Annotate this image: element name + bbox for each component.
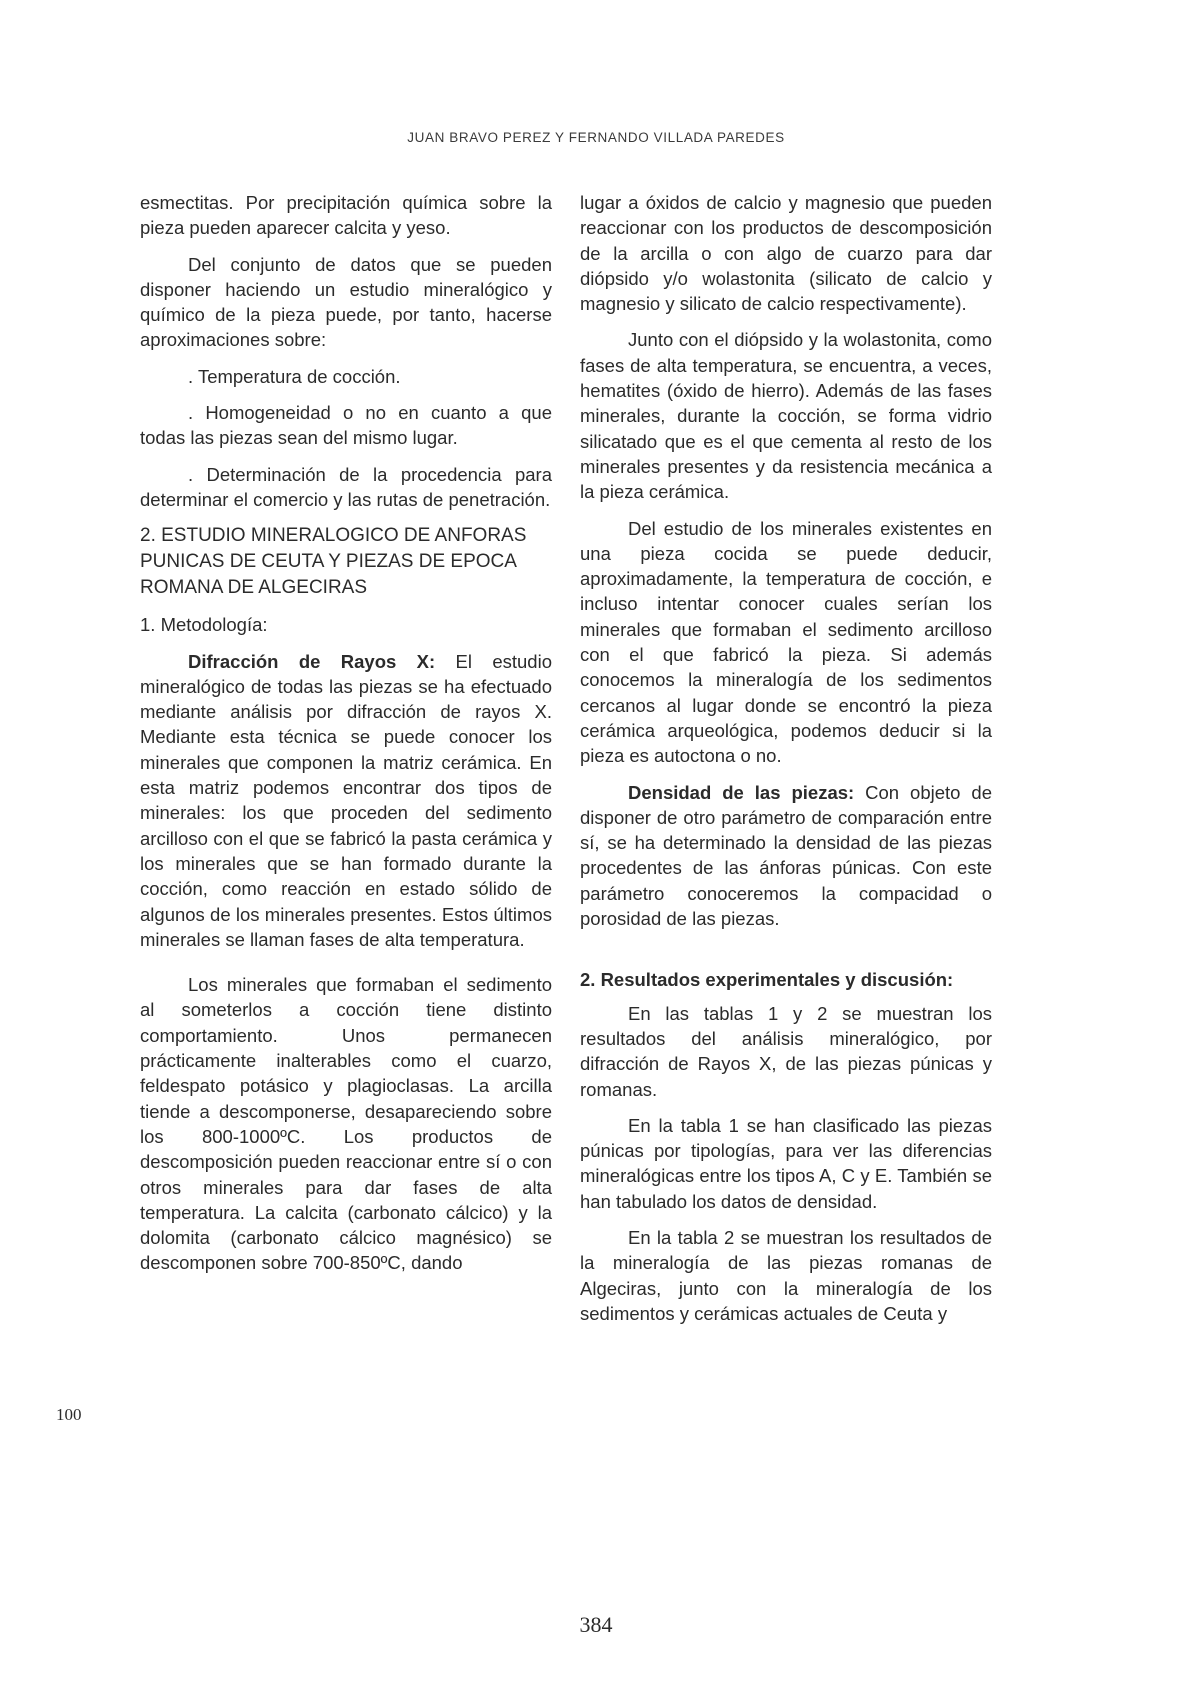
paragraph: En las tablas 1 y 2 se muestran los resultados del análisis mineralógico, por difracción de Rayos X, de las piezas púnicas y romanas. xyxy=(580,1002,992,1100)
paragraph: Del conjunto de datos que se pueden disponer haciendo un estudio mineralógico y químico de la pieza puede, por tanto, hacerse aproximaciones sobre: xyxy=(140,253,552,351)
paragraph: lugar a óxidos de calcio y magnesio que pueden reaccionar con los productos de descomposición de la arcilla o con algo de cuarzo para dar diópsido y/o wolastonita (silicato de calcio y magnesio y silicato de calcio respectivamente). xyxy=(580,192,992,315)
paragraph: Los minerales que formaban el sedimento al someterlos a cocción tiene distinto comportamiento. Unos permanecen prácticamente inalterables como el cuarzo, feldespato potásico y plagioclasas. La arcilla tiende a descomponerse, desapareciendo sobre los 800-1000ºC. Los productos de descomposición pueden reaccionar entre sí o con otros minerales para dar fases de alta temperatura. La calcita (carbonato cálcico) y la dolomita (carbonato cálcico magnésico) se descomponen sobre 700-850ºC, dando xyxy=(140,974,552,1274)
list-item: . Temperatura de cocción. xyxy=(188,365,401,387)
margin-number: 100 xyxy=(56,1405,82,1424)
paragraph: Junto con el diópsido y la wolastonita, como fases de alta temperatura, se encuentra, a veces, hematites (óxido de hierro). Además de las fases minerales, durante la cocción, se forma vidrio silicatado que es el que cementa al resto de los minerales presentes y da resistencia mecánica a la pieza cerámica. xyxy=(580,329,992,503)
right-column xyxy=(580,190,992,1337)
paragraph xyxy=(140,649,552,953)
paragraph xyxy=(580,780,992,932)
subheading: 1. Metodología: xyxy=(140,614,268,636)
density-text: Con objeto de disponer de otro parámetro de comparación entre sí, se ha determinado la densidad de las piezas procedentes de las ánforas púnicas. Con este parámetro conoceremos la compacidad o porosidad de las piezas. xyxy=(580,781,992,930)
paragraph: En la tabla 2 se muestran los resultados de la mineralogía de las piezas romanas de Algeciras, junto con la mineralogía de los sedimentos y cerámicas actuales de Ceuta y xyxy=(580,1226,992,1324)
list-item: . Determinación de la procedencia para determinar el comercio y las rutas de penetración. xyxy=(140,463,552,510)
list-item: . Homogeneidad o no en cuanto a que todas las piezas sean del mismo lugar. xyxy=(140,402,552,449)
section-heading: 2. ESTUDIO MINERALOGICO DE ANFORAS PUNICAS DE CEUTA Y PIEZAS DE EPOCA ROMANA DE ALGECIRAS xyxy=(140,525,527,599)
left-column xyxy=(140,190,552,1287)
density-label: Densidad de las piezas: xyxy=(628,781,855,803)
running-head: JUAN BRAVO PEREZ Y FERNANDO VILLADA PAREDES xyxy=(407,130,785,145)
xray-label: Difracción de Rayos X: xyxy=(188,650,436,672)
page-number: 384 xyxy=(579,1612,613,1637)
paragraph: Del estudio de los minerales existentes en una pieza cocida se puede deducir, aproximadamente, la temperatura de cocción, e incluso intentar conocer cuales serían los minerales que formaban el sedimento arcilloso con el que fabricó la pieza. Si además conocemos la mineralogía de los sedimentos cercanos al lugar donde se encontró la pieza cerámica arqueológica, podemos deducir si la pieza es autoctona o no. xyxy=(580,517,992,767)
xray-text: El estudio mineralógico de todas las piezas se ha efectuado mediante análisis por difracción de rayos X. Mediante esta técnica se puede conocer los minerales que componen la matriz cerámica. En esta matriz podemos encontrar dos tipos de minerales: los que proceden del sedimento arcilloso con el que se fabricó la pasta cerámica y los minerales que se han formado durante la cocción, como reacción en estado sólido de algunos de los minerales presentes. Estos últimos minerales se llaman fases de alta temperatura. xyxy=(140,650,552,950)
paragraph: esmectitas. Por precipitación química sobre la pieza pueden aparecer calcita y yeso. xyxy=(140,192,552,239)
results-heading: 2. Resultados experimentales y discusión: xyxy=(580,969,954,991)
paragraph: En la tabla 1 se han clasificado las piezas púnicas por tipologías, para ver las diferencias mineralógicas entre los tipos A, C y E. También se han tabulado los datos de densidad. xyxy=(580,1114,992,1212)
